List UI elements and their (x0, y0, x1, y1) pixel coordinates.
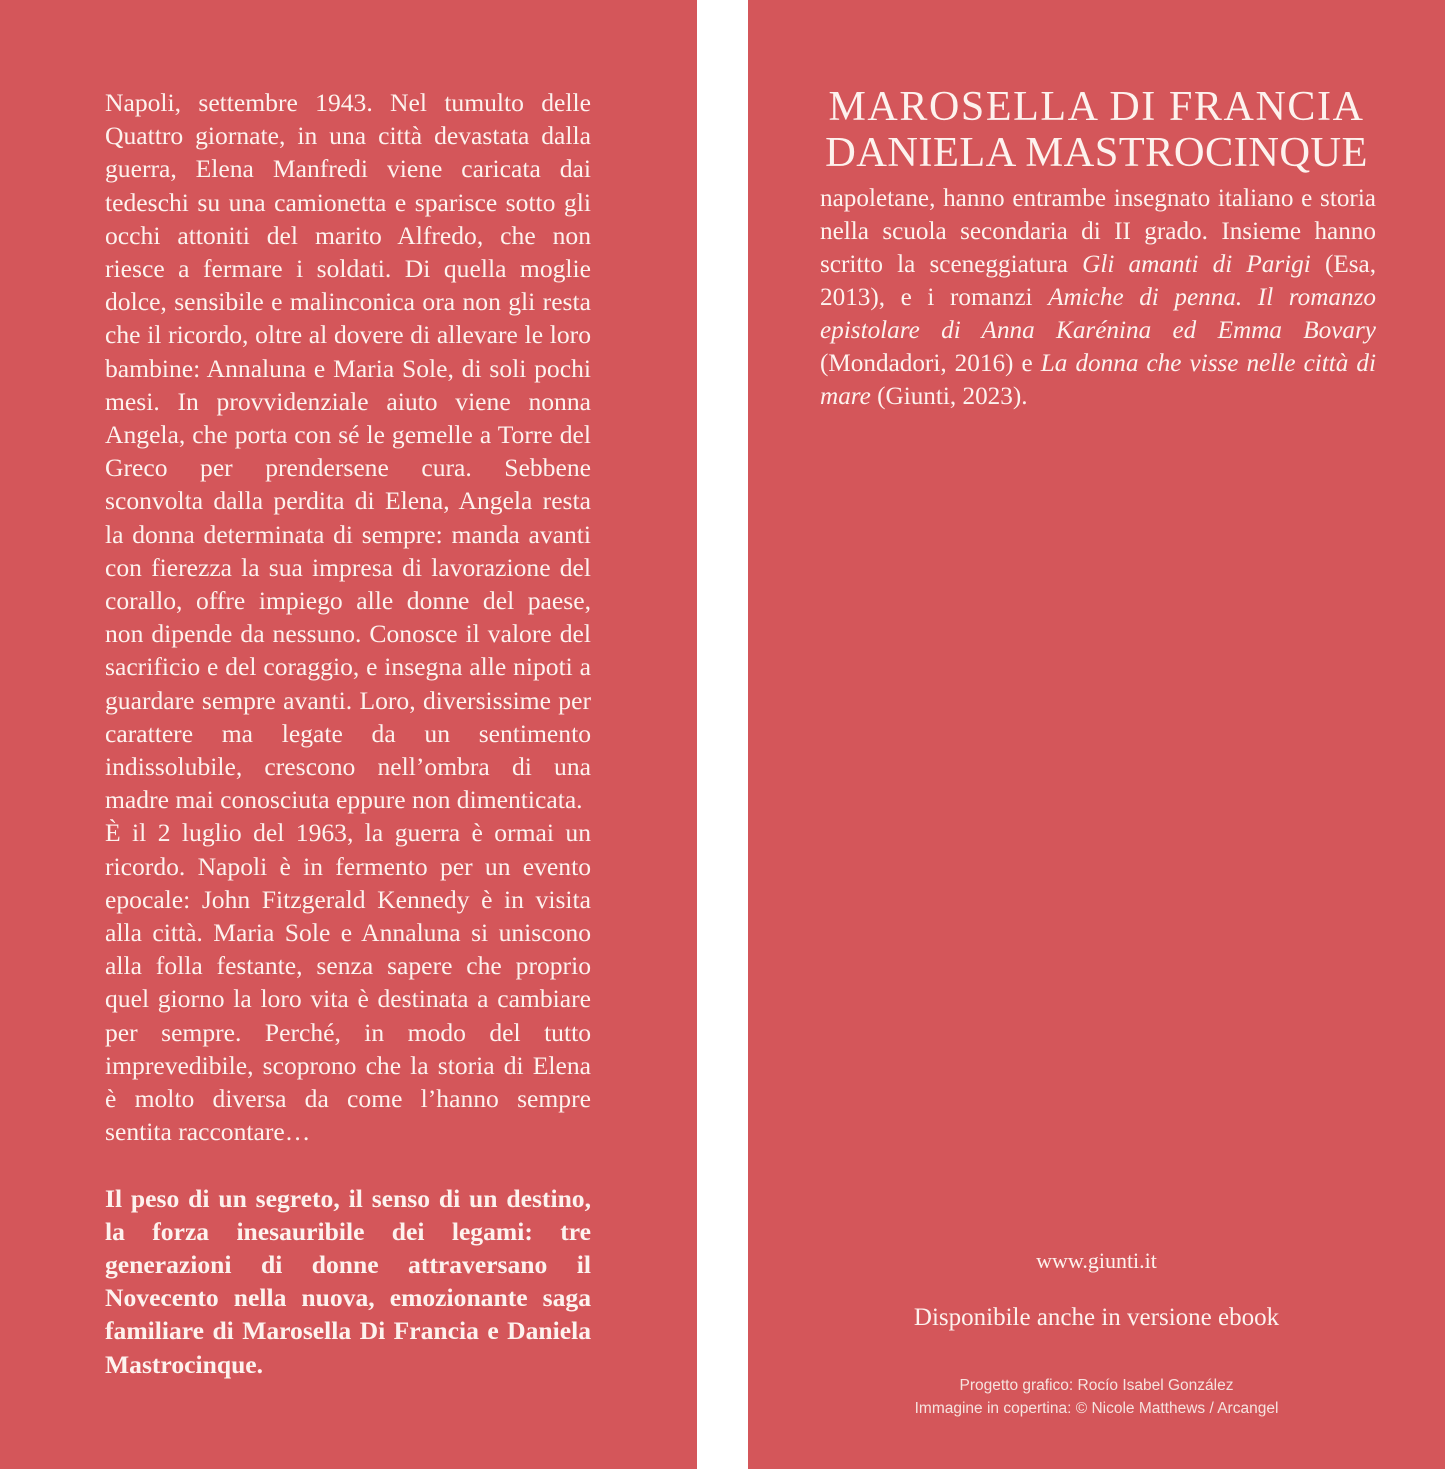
author-name-first: MAROSELLA DI FRANCIA (828, 84, 1365, 130)
blurb-paragraph-2: È il 2 luglio del 1963, la guerra è ormai un ricordo. Napoli è in fermento per un evento epocale: John Fitzgerald Kennedy è in visita alla città. Maria Sole e Annaluna si uniscono alla folla festante, senza sapere che proprio quel giorno la loro vita è destinata a cambiare per sempre. Perché, in modo del tutto imprevedibile, scoprono che la storia di Elena è molto diversa da come l’hanno sempre sentita raccontare… (105, 818, 591, 1147)
back-cover-panel (0, 0, 697, 1469)
blurb-text-block (105, 86, 591, 1381)
publisher-website-link[interactable]: www.giunti.it (1036, 1248, 1157, 1273)
credit-cover-image: Immagine in copertina: © Nicole Matthews / Arcangel (914, 1400, 1279, 1417)
author-biography-paragraph (820, 182, 1376, 413)
production-credits (748, 1374, 1445, 1420)
author-biography (820, 182, 1376, 413)
credit-graphic-design: Progetto grafico: Rocío Isabel González (959, 1377, 1234, 1394)
bio-segment-3: (Mondadori, 2016) e (820, 350, 1041, 377)
panel-gutter-divider (697, 0, 748, 1469)
bio-title-la-donna-che-visse: La donna che visse nelle città di mare (820, 350, 1376, 410)
author-names (748, 84, 1445, 176)
bio-title-gli-amanti-di-parigi: Gli amanti di Parigi (1082, 251, 1311, 278)
blurb-tagline: Il peso di un segreto, il senso di un destino, la forza inesauribile dei legami: tre generazioni di donne attraversano il Novecento nella nuova, emozionante saga familiare di Marosella Di Francia e Daniela Mastrocinque. (105, 1183, 591, 1379)
bio-title-amiche-di-penna: Amiche di penna. Il romanzo epistolare di Anna Karénina ed Emma Bovary (820, 284, 1377, 344)
bio-segment-4: (Giunti, 2023). (870, 383, 1028, 410)
author-name-second: DANIELA MASTROCINQUE (825, 129, 1368, 176)
bio-segment-1: napoletane, hanno entrambe insegnato italiano e storia nella scuola secondaria di II grado. Insieme hanno scritto la sceneggiatura (820, 185, 1376, 278)
blurb-paragraph-1: Napoli, settembre 1943. Nel tumulto delle Quattro giornate, in una città devastata dalla guerra, Elena Manfredi viene caricata dai tedeschi su una camionetta e sparisce sotto gli occhi attoniti del marito Alfredo, che non riesce a fermare i soldati. Di quella moglie dolce, sensibile e malinconica ora non gli resta che il ricordo, oltre al dovere di allevare le loro bambine: Annaluna e Maria Sole, di soli pochi mesi. In provvidenziale aiuto viene nonna Angela, che porta con sé le gemelle a Torre del Greco per prendersene cura. Sebbene sconvolta dalla perdita di Elena, Angela resta la donna determinata di sempre: manda avanti con fierezza la sua impresa di lavorazione del corallo, offre impiego alle donne del paese, non dipende da nessuno. Conosce il valore del sacrificio e del coraggio, e insegna alle nipoti a guardare sempre avanti. Loro, diversissime per carattere ma legate da un sentimento indissolubile, crescono nell’ombra di una madre mai conosciuta eppure non dimenticata. (105, 88, 591, 815)
bio-segment-2: (Esa, 2013), e i romanzi (820, 251, 1376, 311)
ebook-availability-note: Disponibile anche in versione ebook (913, 1304, 1280, 1331)
flap-footer (748, 1246, 1445, 1334)
